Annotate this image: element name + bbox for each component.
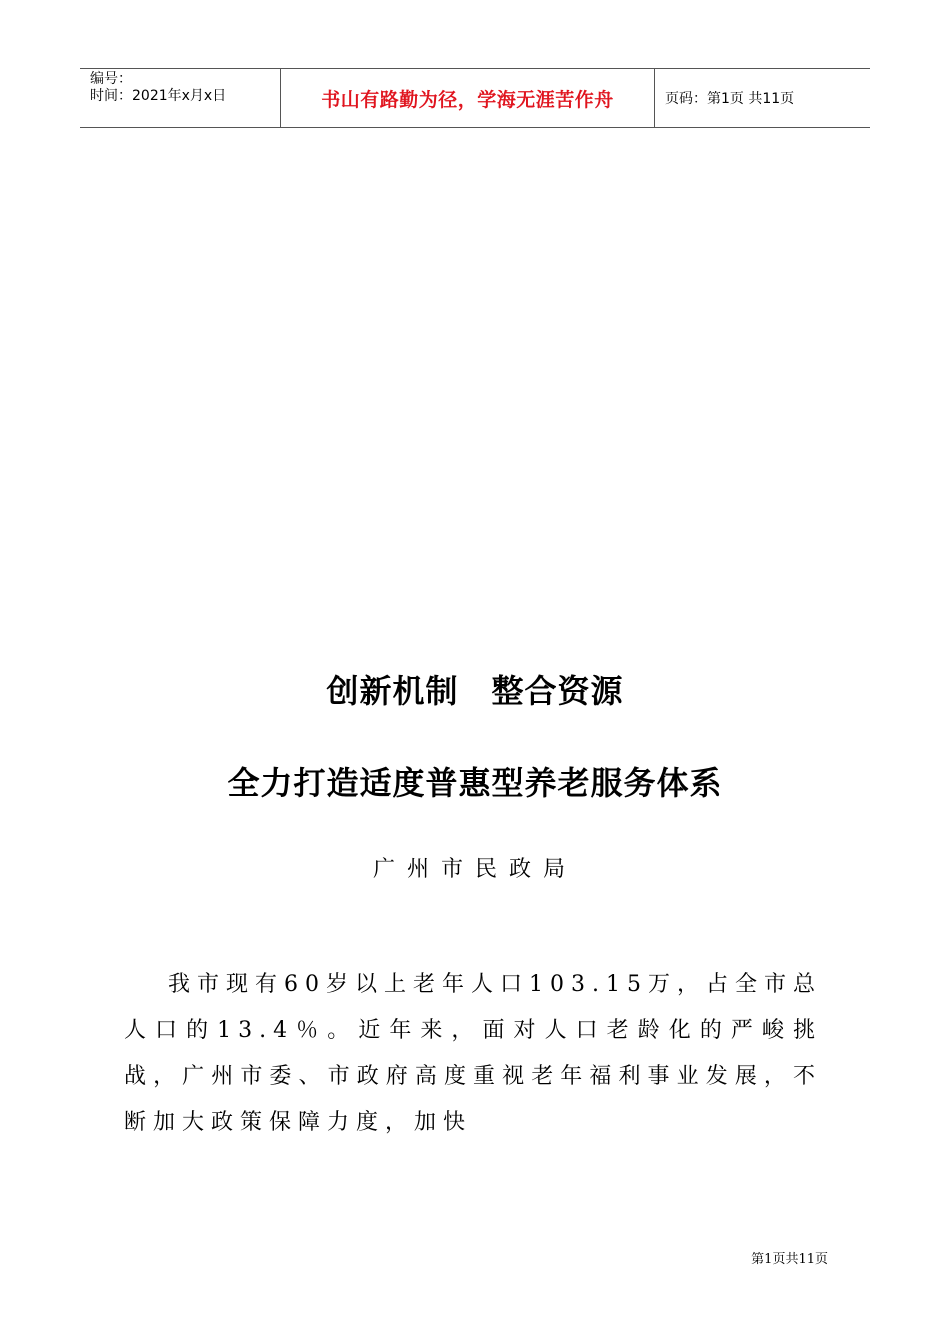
header-page-number: 页码：第1页 共11页 bbox=[665, 91, 795, 107]
footer-page-number: 第1页共11页 bbox=[751, 1252, 828, 1267]
header-motto-cell bbox=[281, 69, 655, 127]
header-page-cell bbox=[655, 69, 870, 127]
date-label: 时间：2021年x月x日 bbox=[90, 88, 227, 104]
serial-number-label: 编号： bbox=[90, 71, 132, 87]
body-paragraph: 我市现有60岁以上老年人口103.15万，占全市总人口的13.4％。近年来，面对人口老龄化的严峻挑战，广州市委、市政府高度重视老年福利事业发展，不断加大政策保障力度，加快 bbox=[124, 972, 822, 1135]
page-header bbox=[80, 68, 870, 128]
motto-text: 书山有路勤为径，学海无涯苦作舟 bbox=[321, 88, 614, 111]
header-meta-cell bbox=[80, 69, 281, 127]
document-title-line-1: 创新机制 整合资源 bbox=[326, 672, 624, 710]
document-author: 广州市民政局 bbox=[372, 857, 577, 882]
document-title-line-2: 全力打造适度普惠型养老服务体系 bbox=[227, 764, 723, 802]
